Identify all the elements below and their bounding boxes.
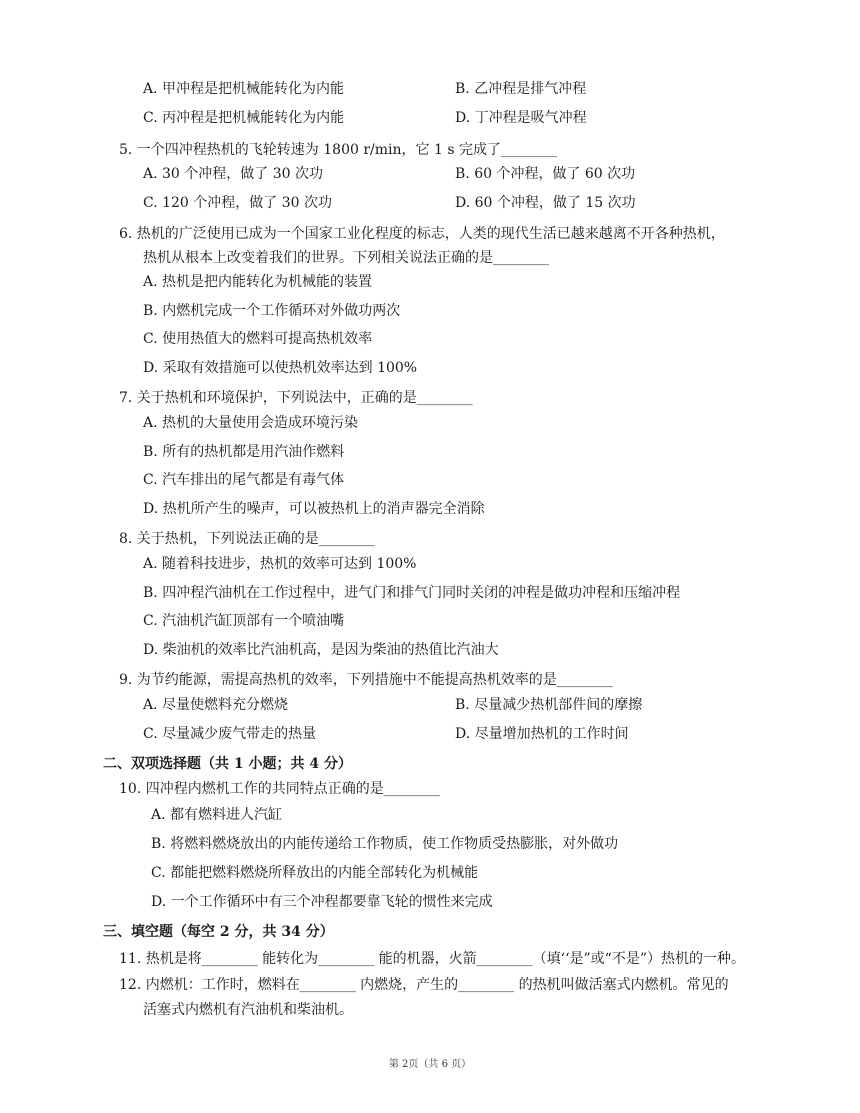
- q6-stem-line2: 热机从根本上改变着我们的世界。下列相关说法正确的是________: [143, 250, 549, 266]
- q7-option-a: A. 热机的大量使用会造成环境污染: [143, 415, 359, 431]
- q6-stem-line1: 6. 热机的广泛使用已成为一个国家工业化程度的标志，人类的现代生活已越来越离不开各种热机，: [119, 226, 725, 242]
- q12-line2: 活塞式内燃机有汽油机和柴油机。: [143, 1002, 353, 1018]
- section-heading-fill-blank: 三、填空题（每空 2 分，共 34 分）: [103, 924, 334, 940]
- q8-option-d: D. 柴油机的效率比汽油机高，是因为柴油的热值比汽油大: [143, 642, 499, 658]
- q9-option-a: A. 尽量使燃料充分燃烧: [143, 697, 289, 713]
- q4-option-b: B. 乙冲程是排气冲程: [455, 81, 587, 97]
- q7-option-b: B. 所有的热机都是用汽油作燃料: [143, 444, 345, 460]
- q8-option-a: A. 随着科技进步，热机的效率可达到 100%: [143, 556, 417, 572]
- q8-option-c: C. 汽油机汽缸顶部有一个喷油嘴: [143, 613, 345, 629]
- q4-option-a: A. 甲冲程是把机械能转化为内能: [143, 81, 345, 97]
- q10-stem: 10. 四冲程内燃机工作的共同特点正确的是________: [119, 781, 440, 797]
- q5-option-b: B. 60 个冲程，做了 60 次功: [455, 166, 636, 182]
- q9-option-d: D. 尽量增加热机的工作时间: [455, 726, 629, 742]
- q6-option-c: C. 使用热值大的燃料可提高热机效率: [143, 331, 373, 347]
- q4-option-c: C. 丙冲程是把机械能转化为内能: [143, 110, 345, 126]
- q8-option-b: B. 四冲程汽油机在工作过程中，进气门和排气门同时关闭的冲程是做功冲程和压缩冲程: [143, 585, 681, 601]
- q10-option-a: A. 都有燃料进人汽缸: [151, 807, 283, 823]
- q5-option-d: D. 60 个冲程，做了 15 次功: [455, 195, 636, 211]
- q9-option-b: B. 尽量减少热机部件间的摩擦: [455, 697, 643, 713]
- q7-option-c: C. 汽车排出的尾气都是有毒气体: [143, 472, 345, 488]
- q6-option-b: B. 内燃机完成一个工作循环对外做功两次: [143, 303, 401, 319]
- q5-option-a: A. 30 个冲程，做了 30 次功: [143, 166, 323, 182]
- section-heading-double-choice: 二、双项选择题（共 1 小题；共 4 分）: [103, 756, 352, 772]
- q6-option-d: D. 采取有效措施可以使热机效率达到 100%: [143, 360, 418, 376]
- q10-option-d: D. 一个工作循环中有三个冲程都要靠飞轮的惯性来完成: [151, 894, 493, 910]
- q8-stem: 8. 关于热机，下列说法正确的是________: [119, 531, 375, 547]
- q4-option-d: D. 丁冲程是吸气冲程: [455, 110, 587, 126]
- q10-option-c: C. 都能把燃料燃烧所释放出的内能全部转化为机械能: [151, 865, 479, 881]
- q7-option-d: D. 热机所产生的噪声，可以被热机上的消声器完全消除: [143, 501, 485, 517]
- page-number-footer: 第 2页（共 6 页）: [388, 1059, 472, 1070]
- q11-text: 11. 热机是将________ 能转化为________ 能的机器，火箭________（填‘‘是”或“不是”）热机的一种。: [119, 951, 745, 967]
- q6-option-a: A. 热机是把内能转化为机械能的装置: [143, 274, 373, 290]
- q10-option-b: B. 将燃料燃烧放出的内能传递给工作物质，使工作物质受热膨胀，对外做功: [151, 836, 619, 852]
- q5-option-c: C. 120 个冲程，做了 30 次功: [143, 195, 332, 211]
- q9-option-c: C. 尽量减少废气带走的热量: [143, 726, 317, 742]
- q5-stem: 5. 一个四冲程热机的飞轮转速为 1800 r/min，它 1 s 完成了________: [119, 142, 557, 158]
- q7-stem: 7. 关于热机和环境保护，下列说法中，正确的是________: [119, 390, 473, 406]
- q9-stem: 9. 为节约能源，需提高热机的效率，下列措施中不能提高热机效率的是________: [119, 672, 613, 688]
- q12-line1: 12. 内燃机：工作时，燃料在________ 内燃烧，产生的________ 的热机叫做活塞式内燃机。常见的: [119, 977, 729, 993]
